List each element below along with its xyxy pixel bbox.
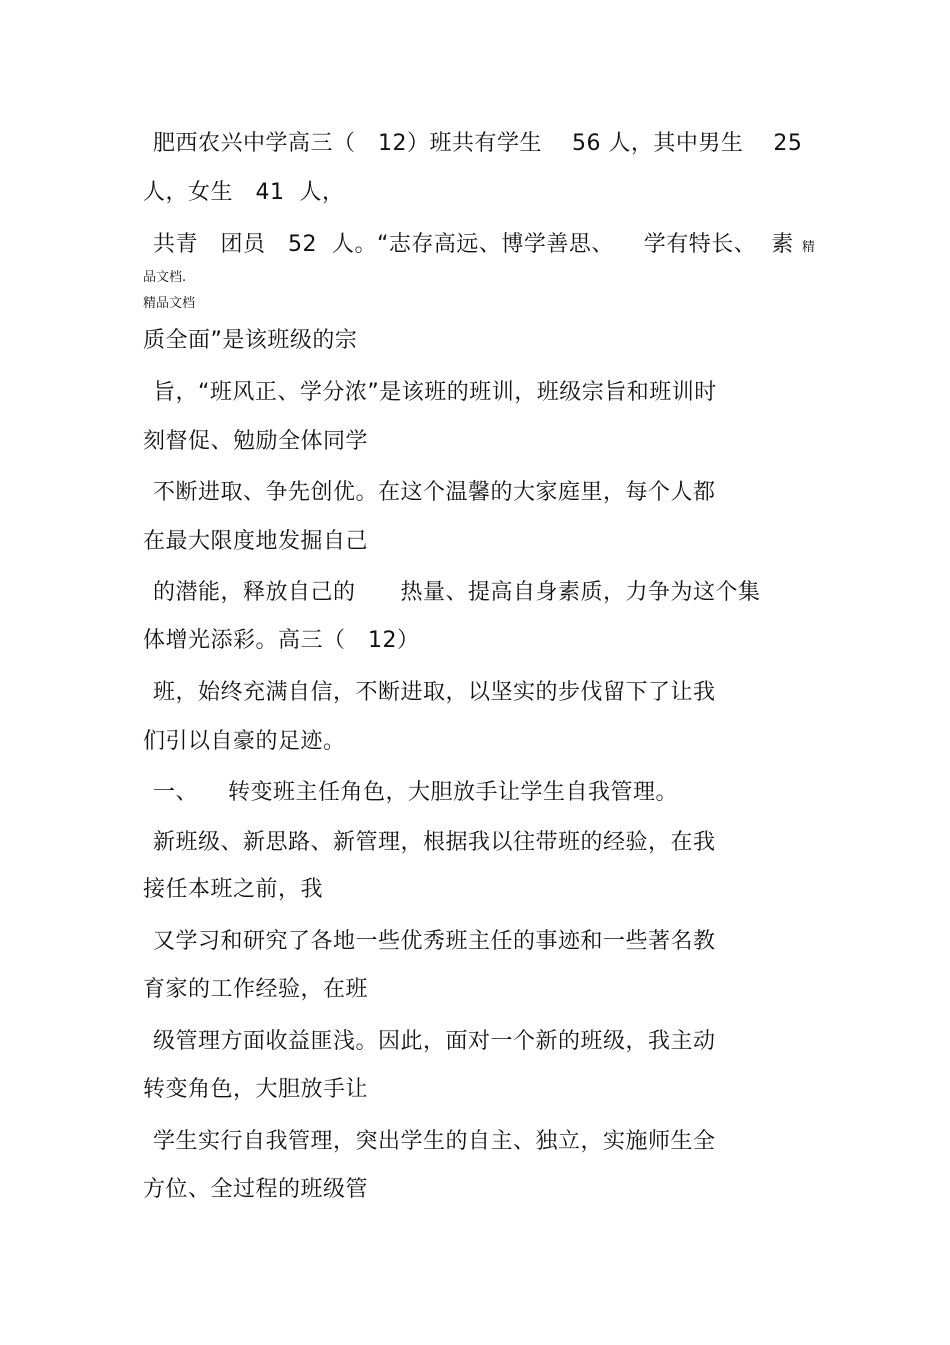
paragraph-line-16: 又学习和研究了各地一些优秀班主任的事迹和一些著名教 <box>153 929 716 954</box>
paragraph-line-8: 在最大限度地发掘自己 <box>143 529 369 554</box>
paragraph-line-15: 接任本班之前，我 <box>143 877 324 902</box>
paragraph-line-18: 级管理方面收益匪浅。因此，面对一个新的班级，我主动 <box>153 1029 716 1054</box>
section-heading-1: 一、 转变班主任角色，大胆放手让学生自我管理。 <box>153 780 678 805</box>
watermark-line-1: 品文档. <box>143 270 187 285</box>
paragraph-line-19: 转变角色，大胆放手让 <box>143 1077 369 1102</box>
paragraph-line-7: 不断进取、争先创优。在这个温馨的大家庭里，每个人都 <box>153 480 716 505</box>
paragraph-line-10: 体增光添彩。高三（ 12） <box>143 628 420 653</box>
paragraph-line-17: 育家的工作经验，在班 <box>143 977 369 1002</box>
paragraph-line-6: 刻督促、勉励全体同学 <box>143 429 369 454</box>
paragraph-line-20: 学生实行自我管理，突出学生的自主、独立，实施师生全 <box>153 1129 716 1154</box>
paragraph-line-1: 肥西农兴中学高三（ 12）班共有学生 56 人，其中男生 25 <box>153 131 803 156</box>
paragraph-line-2: 人，女生 41 人， <box>143 180 345 205</box>
watermark-line-2: 精品文档 <box>143 296 196 311</box>
paragraph-line-5: 旨，“班风正、学分浓”是该班的班训，班级宗旨和班训时 <box>153 380 717 405</box>
paragraph-line-21: 方位、全过程的班级管 <box>143 1177 369 1202</box>
paragraph-line-14: 新班级、新思路、新管理，根据我以往带班的经验，在我 <box>153 830 716 855</box>
watermark-inline: 精 <box>801 240 816 255</box>
paragraph-line-3-text: 共青 团员 52 人。“志存高远、博学善思、 学有特长、 素 <box>153 232 794 257</box>
paragraph-line-11: 班，始终充满自信，不断进取，以坚实的步伐留下了让我 <box>153 680 716 705</box>
paragraph-line-9: 的潜能，释放自己的 热量、提高自身素质，力争为这个集 <box>153 580 761 605</box>
paragraph-line-3 <box>153 231 815 262</box>
paragraph-line-4: 质全面”是该班级的宗 <box>143 328 358 353</box>
paragraph-line-12: 们引以自豪的足迹。 <box>143 729 346 754</box>
